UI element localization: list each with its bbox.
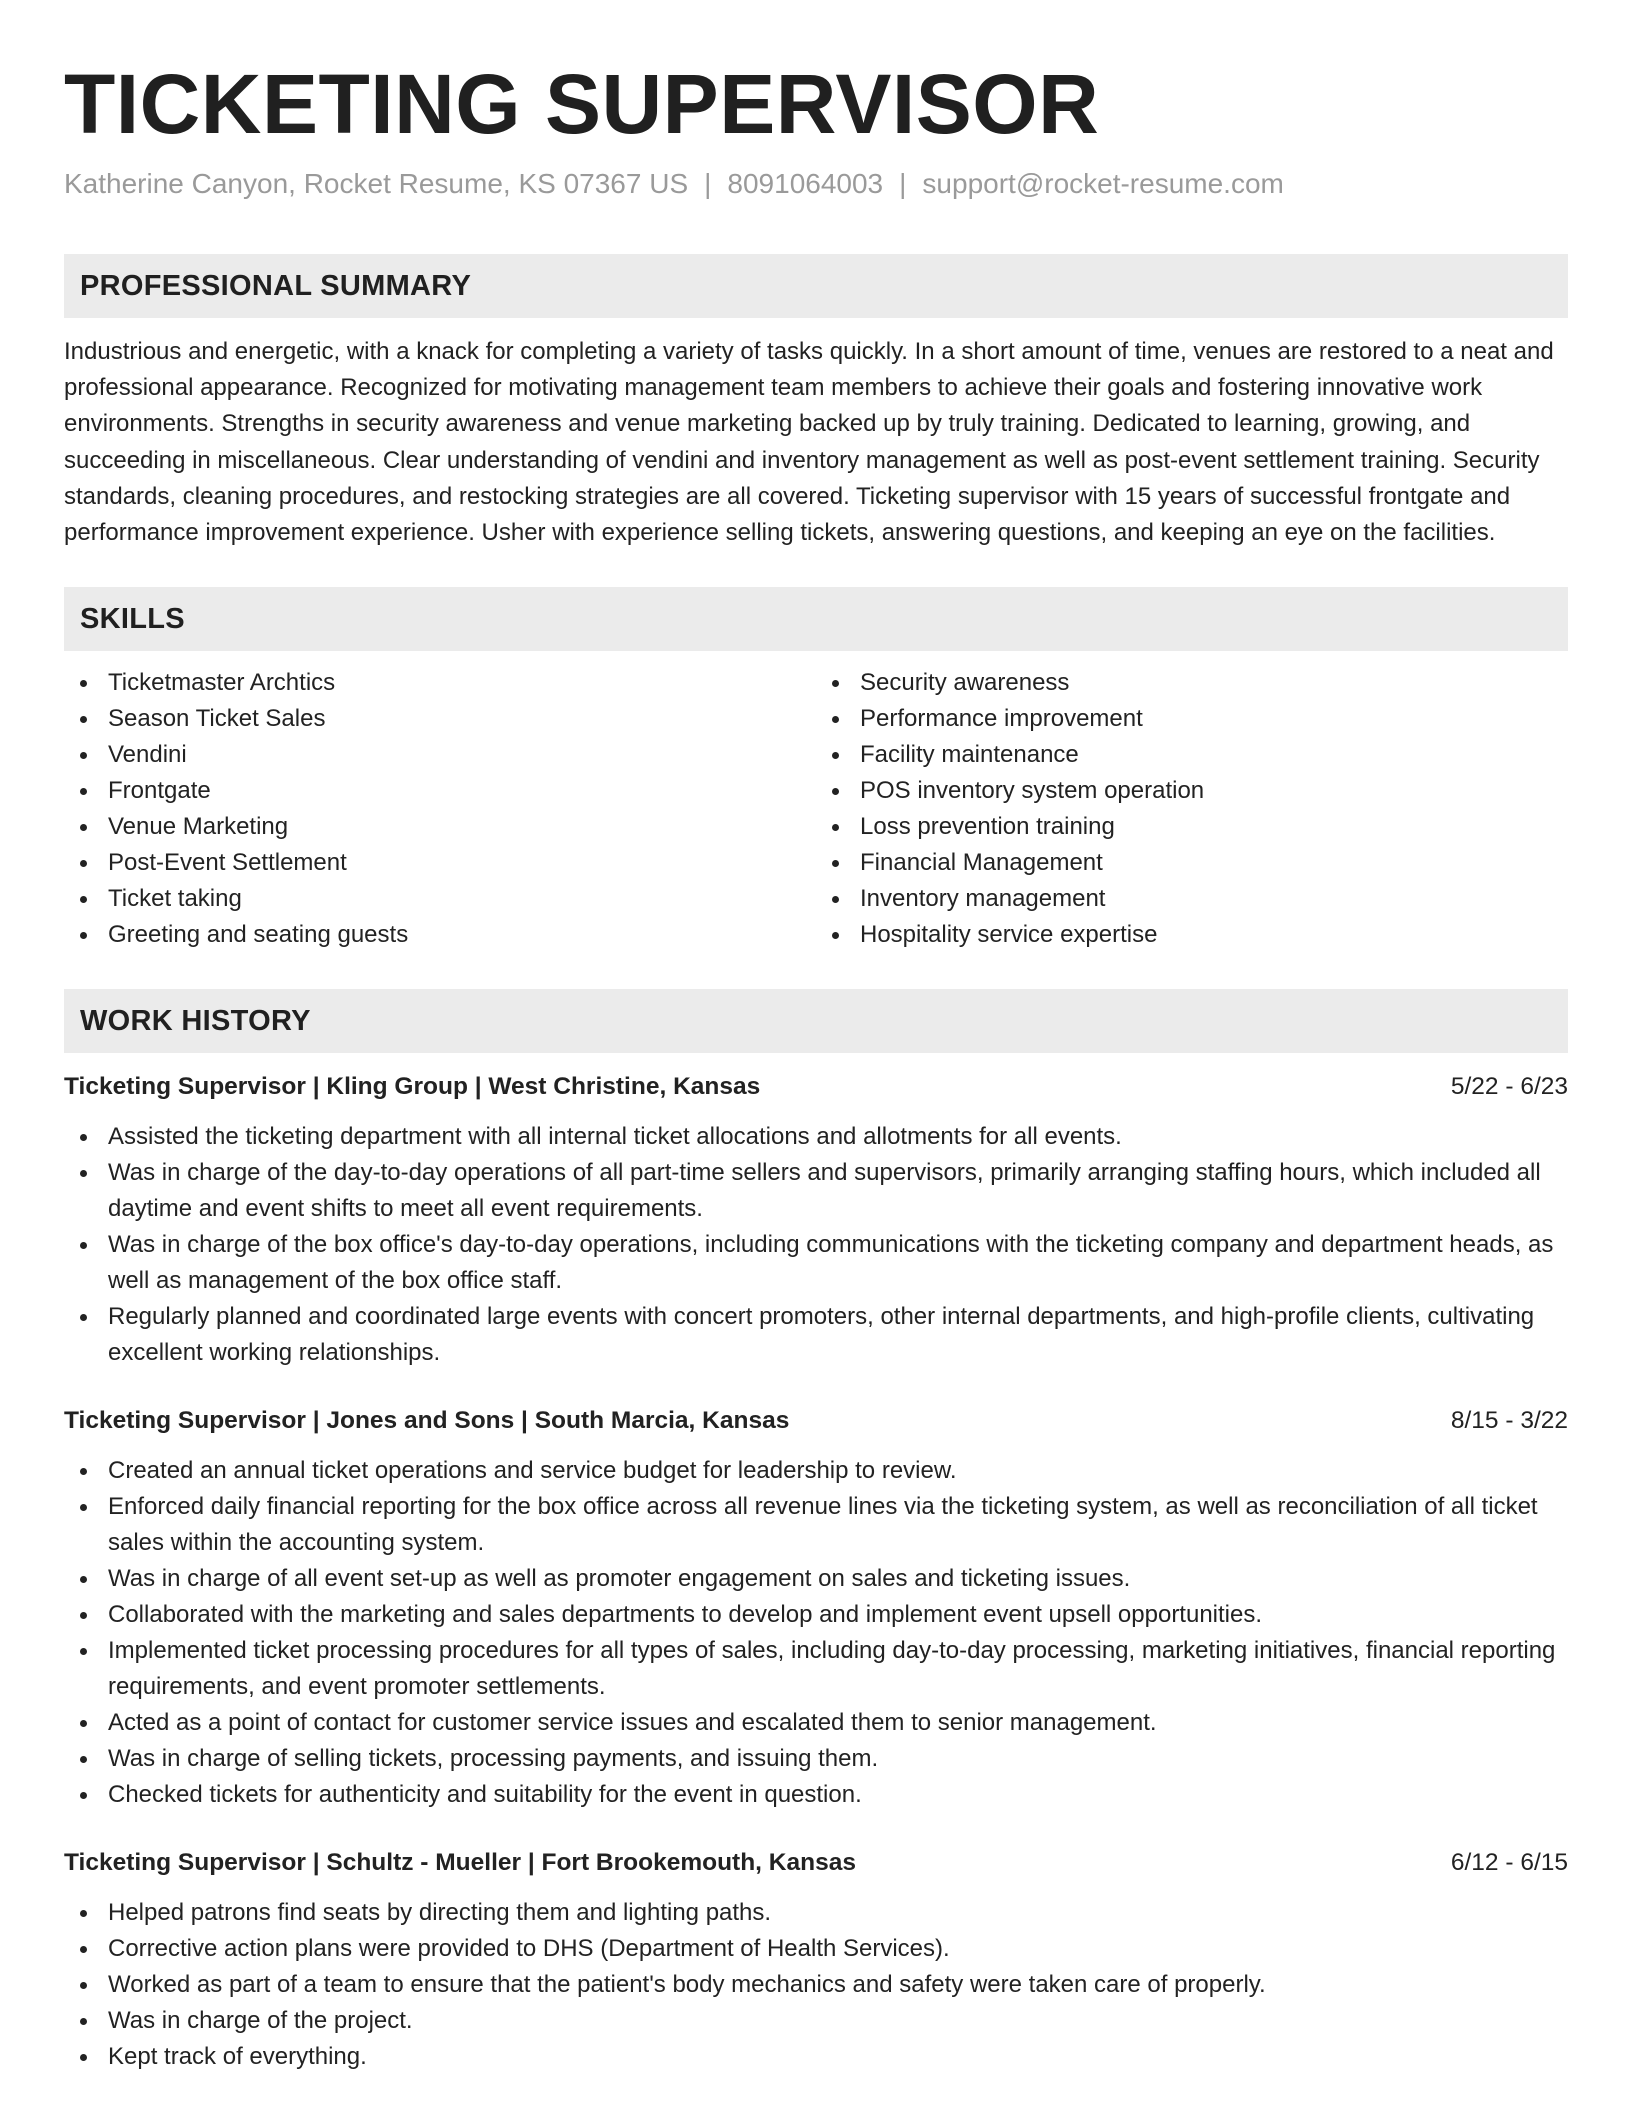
contact-email: support@rocket-resume.com	[922, 168, 1284, 199]
skill-item: Inventory management	[816, 881, 1568, 917]
job-entry	[64, 1069, 1568, 1371]
job-bullet: Implemented ticket processing procedures for all types of sales, including day-to-day processing, marketing initiatives, financial reporting requirements, and event promoter settlements.	[64, 1633, 1568, 1705]
skill-item: Ticket taking	[64, 881, 816, 917]
skill-item: Financial Management	[816, 845, 1568, 881]
resume-title: TICKETING SUPERVISOR	[64, 57, 1100, 151]
section-header-skills: SKILLS	[64, 587, 1568, 651]
job-bullet: Created an annual ticket operations and service budget for leadership to review.	[64, 1453, 1568, 1489]
job-bullet: Corrective action plans were provided to DHS (Department of Health Services).	[64, 1931, 1568, 1967]
skills-column-right	[816, 665, 1568, 953]
job-bullet: Checked tickets for authenticity and suitability for the event in question.	[64, 1777, 1568, 1813]
job-bullet: Enforced daily financial reporting for the box office across all revenue lines via the ticketing system, as well as reconciliation of all ticket sales within the accounting system.	[64, 1489, 1568, 1561]
skill-item: Vendini	[64, 737, 816, 773]
job-dates: 6/12 - 6/15	[1450, 1849, 1568, 1877]
job-entry	[64, 1403, 1568, 1813]
job-dates: 8/15 - 3/22	[1450, 1407, 1568, 1435]
job-title: Ticketing Supervisor | Kling Group | West Christine, Kansas	[64, 1073, 761, 1101]
job-bullet: Was in charge of the box office's day-to-day operations, including communications with the ticketing company and department heads, as well as management of the box office staff.	[64, 1227, 1568, 1299]
job-header	[64, 1069, 1568, 1105]
skill-item: Ticketmaster Archtics	[64, 665, 816, 701]
skill-item: Hospitality service expertise	[816, 917, 1568, 953]
contact-separator: |	[899, 168, 907, 199]
job-header	[64, 1403, 1568, 1439]
skill-item: POS inventory system operation	[816, 773, 1568, 809]
job-bullet-list	[64, 1895, 1568, 2075]
skill-item: Post-Event Settlement	[64, 845, 816, 881]
job-bullet: Kept track of everything.	[64, 2039, 1568, 2075]
contact-separator: |	[704, 168, 712, 199]
job-bullet: Assisted the ticketing department with all internal ticket allocations and allotments for all events.	[64, 1119, 1568, 1155]
skills-grid	[64, 665, 1568, 953]
skill-item: Greeting and seating guests	[64, 917, 816, 953]
skill-item: Performance improvement	[816, 701, 1568, 737]
job-bullet: Was in charge of the day-to-day operations of all part-time sellers and supervisors, primarily arranging staffing hours, which included all daytime and event shifts to meet all event requirements.	[64, 1155, 1568, 1227]
section-header-work-history: WORK HISTORY	[64, 989, 1568, 1053]
job-bullet-list	[64, 1119, 1568, 1371]
job-bullet: Collaborated with the marketing and sales departments to develop and implement event upsell opportunities.	[64, 1597, 1568, 1633]
job-bullet-list	[64, 1453, 1568, 1813]
skills-column-left	[64, 665, 816, 953]
job-title: Ticketing Supervisor | Schultz - Mueller | Fort Brookemouth, Kansas	[64, 1849, 856, 1877]
job-bullet: Worked as part of a team to ensure that the patient's body mechanics and safety were taken care of properly.	[64, 1967, 1568, 2003]
job-bullet: Was in charge of all event set-up as well as promoter engagement on sales and ticketing issues.	[64, 1561, 1568, 1597]
job-entry	[64, 1845, 1568, 2075]
job-bullet: Was in charge of selling tickets, processing payments, and issuing them.	[64, 1741, 1568, 1777]
skill-item: Venue Marketing	[64, 809, 816, 845]
summary-text: Industrious and energetic, with a knack for completing a variety of tasks quickly. In a short amount of time, venues are restored to a neat and professional appearance. Recognized for motivating management team members to achieve their goals and fostering innovative work environments. Strengths in security awareness and venue marketing backed up by truly training. Dedicated to learning, growing, and succeeding in miscellaneous. Clear understanding of vendini and inventory management as well as post-event settlement training. Security standards, cleaning procedures, and restocking strategies are all covered. Ticketing supervisor with 15 years of successful frontgate and performance improvement experience. Usher with experience selling tickets, answering questions, and keeping an eye on the facilities.	[64, 338, 1554, 547]
job-dates: 5/22 - 6/23	[1450, 1073, 1568, 1101]
job-bullet: Regularly planned and coordinated large events with concert promoters, other internal departments, and high-profile clients, cultivating excellent working relationships.	[64, 1299, 1568, 1371]
skill-item: Season Ticket Sales	[64, 701, 816, 737]
job-title: Ticketing Supervisor | Jones and Sons | South Marcia, Kansas	[64, 1407, 790, 1435]
contact-line	[64, 166, 1568, 202]
contact-address: Katherine Canyon, Rocket Resume, KS 07367 US	[64, 168, 689, 199]
skill-item: Frontgate	[64, 773, 816, 809]
job-bullet: Acted as a point of contact for customer service issues and escalated them to senior management.	[64, 1705, 1568, 1741]
skill-item: Security awareness	[816, 665, 1568, 701]
section-header-summary: PROFESSIONAL SUMMARY	[64, 254, 1568, 318]
contact-phone: 8091064003	[727, 168, 884, 199]
job-bullet: Helped patrons find seats by directing them and lighting paths.	[64, 1895, 1568, 1931]
skill-item: Loss prevention training	[816, 809, 1568, 845]
job-bullet: Was in charge of the project.	[64, 2003, 1568, 2039]
job-header	[64, 1845, 1568, 1881]
skill-item: Facility maintenance	[816, 737, 1568, 773]
